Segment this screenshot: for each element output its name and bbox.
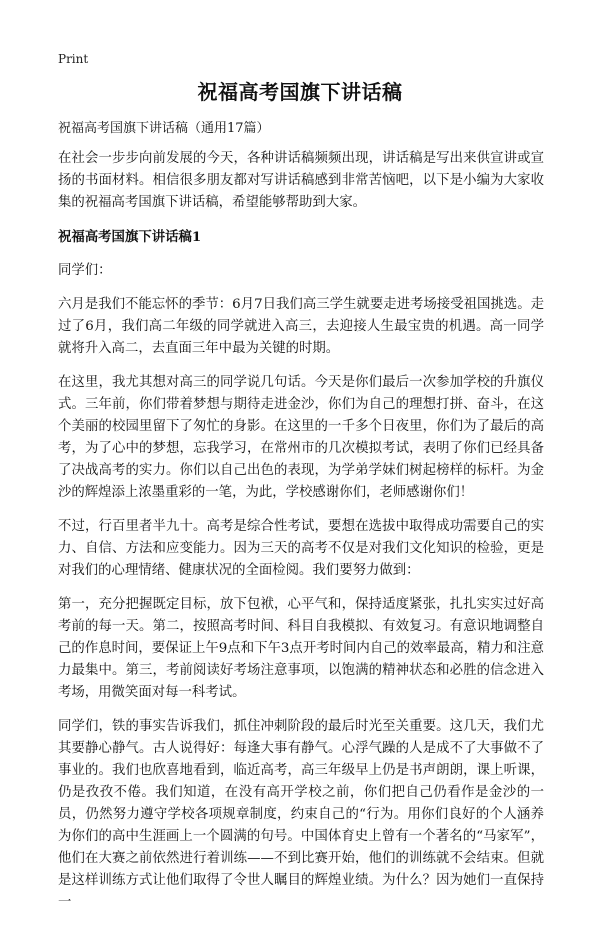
body-paragraph: 六月是我们不能忘怀的季节：6月7日我们高三学生就要走进考场接受祖国挑选。走过了6月，我们高二年级的同学就进入高三，去迎接人生最宝贵的机遇。高一同学就将升入高二，去直面三年中最为关键的时期。 bbox=[58, 297, 544, 356]
page-title: 祝福高考国旗下讲话稿 bbox=[197, 80, 403, 104]
greeting: 同学们： bbox=[58, 263, 112, 278]
body-paragraph: 不过，行百里者半九十。高考是综合性考试，要想在选拔中取得成功需要自己的实力、自信、方法和应变能力。因为三天的高考不仅是对我们文化知识的检验，更是对我们的心理情绪、健康状况的全面检阅。我们要努力做到： bbox=[58, 519, 544, 578]
intro-paragraph: 在社会一步步向前发展的今天，各种讲话稿频频出现，讲话稿是写出来供宣讲或宣扬的书面材料。相信很多朋友都对写讲话稿感到非常苦恼吧，以下是小编为大家收集的祝福高考国旗下讲话稿，希望能够帮助到大家。 bbox=[58, 151, 544, 210]
section-heading: 祝福高考国旗下讲话稿1 bbox=[58, 229, 202, 245]
body-paragraph: 在这里，我尤其想对高三的同学说几句话。今天是你们最后一次参加学校的升旗仪式。三年前，你们带着梦想与期待走进金沙，你们为自己的理想打拼、奋斗，在这个美丽的校园里留下了匆忙的身影。在这里的一千多个日夜里，你们为了最后的高考，为了心中的梦想，忘我学习，在常州市的几次模拟考试，表明了你们已经具备了决战高考的实力。你们以自己出色的表现，为学弟学妹们树起榜样的标杆。为金沙的辉煌添上浓墨重彩的一笔，为此，学校感谢你们，老师感谢你们！ bbox=[58, 375, 544, 500]
document-subtitle: 祝福高考国旗下讲话稿（通用17篇） bbox=[58, 121, 270, 136]
article-body bbox=[58, 148, 544, 926]
body-paragraph: 第一，充分把握既定目标，放下包袱，心平气和，保持适度紧张，扎扎实实过好高考前的每一天。第二，按照高考时间、科目自我模拟、有效复习。有意识地调整自己的作息时间，要保证上午9点和下午3点开考时间内自己的效率最高，精力和注意力最集中。第三，考前阅读好考场注意事项，以饱满的精神状态和必胜的信念进入考场，用微笑面对每一科考试。 bbox=[58, 597, 544, 700]
body-paragraph: 同学们，铁的事实告诉我们，抓住冲刺阶段的最后时光至关重要。这几天，我们尤其要静心静气。古人说得好：每逢大事有静气。心浮气躁的人是成不了大事做不了事业的。我们也欣喜地看到，临近高考，高三年级早上仍是书声朗朗，课上听课，仍是孜孜不倦。我们知道，在没有高开学校之前，你们把自己仍看作是金沙的一员，仍然努力遵守学校各项规章制度，约束自己的“行为。用你们良好的个人涵养为你们的高中生涯画上一个圆满的句号。中国体育史上曾有一个著名的“马家军”，他们在大赛之前依然进行着训练——不到比赛开始，他们的训练就不会结束。但就是这样训练方式让他们取得了令世人瞩目的辉煌业绩。为什么？因为她们一直保持一 bbox=[58, 719, 544, 910]
print-link[interactable]: Print bbox=[58, 52, 89, 66]
